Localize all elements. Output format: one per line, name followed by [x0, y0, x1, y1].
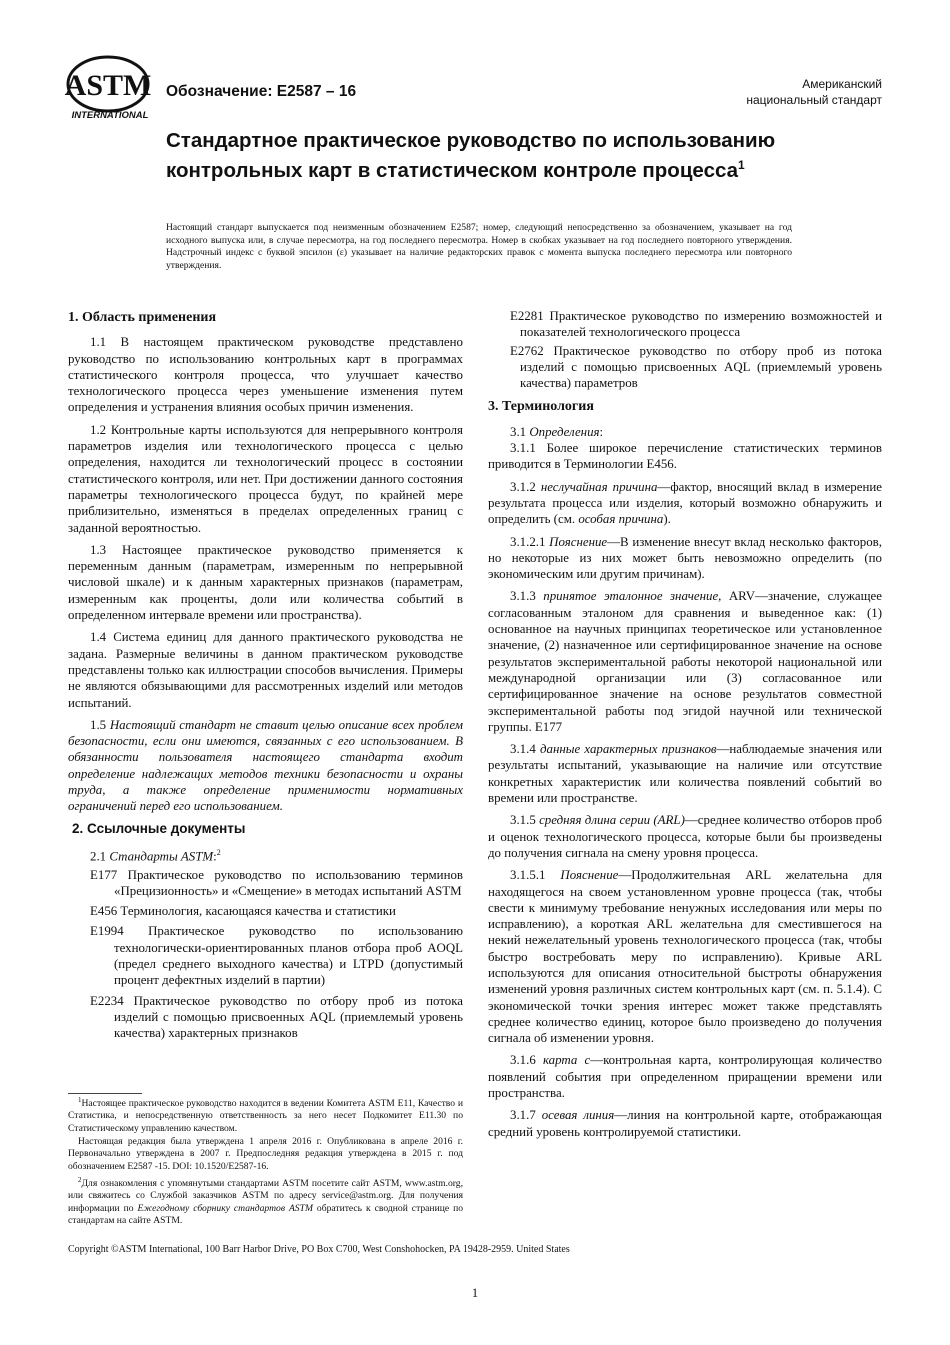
- document-title: [166, 128, 806, 183]
- definition-3-1-7: [488, 1107, 882, 1140]
- astm-logo: [62, 54, 158, 122]
- reference-e456: E456 Терминология, касающаяся качества и статистики: [90, 904, 396, 919]
- footnote-2: [68, 1174, 463, 1227]
- definition-3-1-7-text: —линия на контрольной карте, отображающая средний уровень контролируемой статистики.: [488, 1108, 882, 1139]
- paragraph-1-4: 1.4 Система единиц для данного практического руководства не задана. Размерные величины в данном практическом руководстве представлены только как иллюстрации способов вычисления. Примеры не являются обязывающими для рассмотренных изделий или методов испытаний.: [68, 630, 463, 710]
- discussion-label: Пояснение: [560, 868, 619, 883]
- definition-3-1-5-1-text: —Продолжительная ARL желательна для находящегося на своем установленном уровне процесса (так, чтобы свести к минимуму требование ненужных исследования или меры по исправлению), а короткая ARL желательна для сместившегося на некий нежелательный уровень технологического процесса (так, чтобы быстро востребовать меру по исправлению). Кривые ARL используются для описания относительной быстроты обнаружения изменений уровня различных систем контрольных карт (см. п. 5.1.4). С экономической точки зрения интерес может также представлять среднее количество единиц, которое было произведено до получения сигнала об изменении уровня.: [488, 868, 882, 1046]
- definition-3-1: [488, 424, 882, 440]
- definition-3-1-2-number: 3.1.2: [510, 479, 541, 494]
- definition-3-1-4: [488, 741, 882, 806]
- section-1-heading: 1. Область применения: [68, 310, 217, 325]
- title-text: Стандартное практическое руководство по использованию контрольных карт в статистическом контроле процесса: [166, 129, 776, 182]
- paragraph-1-1: 1.1 В настоящем практическом руководстве представлено руководство по использованию контрольных карт в программах статистического контроля процесса, что улучшает качество технологического процесса через уменьшение изменения путем определения и устранения влияния особых причин изменения.: [68, 335, 463, 415]
- definition-3-1-5-1: [488, 867, 882, 1046]
- footnote-mark-2: 2: [216, 847, 221, 857]
- paragraph-1-3: 1.3 Настоящее практическое руководство применяется к переменным данным (параметрам, измеренным по непрерывной числовой шкале) и к данным характерных признаков (параметрам, измеренным как проценты, доли или количества событий в определенном интервале времени или пространства).: [68, 542, 463, 623]
- definition-3-1-6-text: —контрольная карта, контролирующая количество появлений события при определенном приращении времени или пространства.: [488, 1053, 882, 1101]
- definition-3-1-5-text: —среднее количество отборов проб и оценок технологического процесса, которые были бы произведены до получения сигнала на смену уровня процесса.: [488, 813, 882, 860]
- term-attributes-data: данные характерных признаков: [540, 742, 717, 757]
- title-footnote-mark: 1: [738, 158, 745, 172]
- definition-3-1-2-1-number: 3.1.2.1: [510, 534, 550, 549]
- definition-3-1-5-1-number: 3.1.5.1: [510, 868, 561, 883]
- definition-3-1-5: [488, 812, 882, 861]
- definition-3-1-5-number: 3.1.5: [510, 813, 540, 828]
- term-average-run-length: средняя длина серии (ARL): [539, 813, 685, 828]
- paragraph-1-5-number: 1.5: [90, 717, 110, 732]
- definition-3-1-3-number: 3.1.3: [510, 589, 544, 604]
- footnotes: [68, 1094, 463, 1228]
- definition-3-1-1: 3.1.1 Более широкое перечисление статистических терминов приводится в Терминологии E456.: [488, 441, 882, 472]
- footnote-1-edition: Настоящая редакция была утверждена 1 апреля 2016 г. Опубликована в апреле 2016 г. Первоначально утверждена в 2007 г. Предпоследняя редакция утверждена в 2015 г. под обозначением E2587 -15. DOI: 10.1520/E2587-16.: [68, 1136, 463, 1172]
- definition-3-1-colon: :: [599, 424, 604, 439]
- footnote-1-mark: 1: [78, 1096, 82, 1104]
- term-assignable-cause: неслучайная причина: [540, 479, 658, 494]
- definition-3-1-6-number: 3.1.6: [510, 1053, 543, 1068]
- definition-3-1-6: [488, 1052, 882, 1101]
- footnote-2-mark: 2: [78, 1175, 82, 1184]
- subsection-2-1-colon: :: [213, 849, 217, 864]
- subsection-2-1-number: 2.1: [90, 849, 110, 864]
- cross-reference-special-cause: особая причина: [578, 512, 664, 527]
- definition-3-1-2-1: [488, 534, 882, 583]
- definition-3-1-2: [488, 479, 882, 528]
- designation: Обозначение: E2587 – 16: [166, 83, 357, 100]
- definition-3-1-3: [488, 588, 882, 735]
- term-center-line: осевая линия: [541, 1108, 615, 1123]
- definition-3-1-number: 3.1: [510, 424, 530, 439]
- page-number: 1: [471, 1286, 479, 1300]
- section-2-heading: 2. Ссылочные документы: [72, 820, 246, 836]
- safety-statement: Настоящий стандарт не ставит целью описание всех проблем безопасности, если они имеются, связанных с его использованием. В обязанности пользователя настоящего стандарта входит определение надлежащих методов техники безопасности и охраны труда, а также определение применимости нормативных ограничений перед его использованием.: [68, 717, 463, 814]
- definition-3-1-4-number: 3.1.4: [510, 742, 540, 757]
- subsection-2-1-label: Стандарты ASTM: [109, 849, 214, 864]
- definition-3-1-4-text: —наблюдаемые значения или результаты испытаний, указывающие на наличие или отсутствие конкретных характеристик или количества появлений событий во времени или пространстве.: [488, 742, 882, 806]
- reference-e2234: E2234 Практическое руководство по отбору проб из потока изделий с помощью присвоенных AQL (приемлемый уровень качества) характерных признаков: [90, 993, 463, 1041]
- paragraph-1-5: [68, 717, 463, 815]
- footnote-1: [68, 1094, 463, 1135]
- national-line-1: Американский: [802, 77, 882, 91]
- right-column: [488, 308, 882, 1146]
- section-3-heading: 3. Терминология: [488, 399, 594, 415]
- footnote-2-text: Для ознакомления с упомянутыми стандартами ASTM посетите сайт ASTM, www.astm.org, или свяжитесь со Службой заказчиков ASTM по адресу service@astm.org. Для получения информации по: [68, 1178, 463, 1214]
- left-column: [68, 308, 463, 1045]
- copyright-line: Copyright ©ASTM International, 100 Barr Harbor Drive, PO Box C700, West Conshohocken, PA 19428-2959. United States: [68, 1244, 570, 1255]
- paragraph-1-2: 1.2 Контрольные карты используются для непрерывного контроля параметров изделия или технологического процесса с целью определения, находится ли технологический процесс в состоянии статистического контроля, или нет. При достижении данного состояния параметры технологического процесса будут, по крайней мере приблизительно, изменяться в пределах определенных границ с заданной вероятностью.: [68, 422, 463, 535]
- subsection-2-1: [90, 845, 463, 865]
- definition-3-1-label: Определения: [529, 424, 600, 439]
- reference-e177: E177 Практическое руководство по использованию терминов «Прецизионность» и «Смещение» в методах испытаний ASTM: [90, 867, 463, 898]
- definition-3-1-3-text: ARV—значение, служащее согласованным эталоном для сравнения и выведенное как: (1) основанное на научных принципах теоретическое или установленное значение, (2) назначенное или сертифицированное значение на основе результатов экспериментальной работы некоторой национальной или международной организации или (3) согласованное или сертифицированное значение на основе результатов совместной экспериментальной работы под эгидой научной или технической группы. E177: [488, 589, 882, 734]
- footnote-2-end: обратитесь к сводной странице по стандартам на сайте ASTM.: [68, 1202, 463, 1227]
- footnote-2-italic: Ежегодному сборнику стандартов ASTM: [137, 1202, 313, 1214]
- logo-letters: ASTM: [64, 69, 152, 102]
- national-standard-label: [746, 76, 882, 108]
- definition-3-1-2-1-text: —В изменение внесут вклад несколько факторов, но некоторые из них может быть невозможно определить (по экономическим или другим причинам).: [488, 534, 882, 582]
- term-accepted-reference-value: принятое эталонное значение,: [543, 589, 722, 604]
- preface-note: Настоящий стандарт выпускается под неизменным обозначением E2587; номер, следующий непосредственно за обозначением, указывает на год исходного выпуска или, в случае пересмотра, на год последнего пересмотра. Номер в скобках указывает на год последнего повторного утверждения. Надстрочный индекс с буквой эпсилон (ε) указывает на наличие редакторских правок с момента выпуска последнего пересмотра или повторного утверждения.: [166, 222, 792, 271]
- reference-e1994: E1994 Практическое руководство по использованию технологически-ориентированных планов отбора проб AOQL (предел среднего выходного качества) и LTPD (допустимый процент дефектных изделий в партии): [90, 924, 463, 988]
- reference-e2762: E2762 Практическое руководство по отбору проб из потока изделий с помощью присвоенных AQL (приемлемый уровень качества) параметров: [510, 343, 882, 391]
- definition-3-1-2-text: —фактор, вносящий вклад в измерение результата процесса или изделия, который возможно обнаружить и определить (см.: [488, 479, 882, 527]
- term-c-chart: карта c: [542, 1053, 591, 1068]
- national-line-2: национальный стандарт: [746, 93, 882, 107]
- definition-3-1-2-end: ).: [663, 512, 671, 527]
- reference-e2281: E2281 Практическое руководство по измерению возможностей и показателей технологического процесса: [510, 309, 882, 340]
- definition-3-1-7-number: 3.1.7: [510, 1108, 542, 1123]
- footnote-1-text: Настоящее практическое руководство находится в ведении Комитета ASTM E11, Качество и Статистика, и непосредственную ответственность за него несет Подкомитет E11.30 по Статистическому управлению качеством.: [68, 1098, 463, 1134]
- discussion-label: Пояснение: [549, 534, 608, 549]
- logo-subtitle: INTERNATIONAL: [71, 110, 149, 121]
